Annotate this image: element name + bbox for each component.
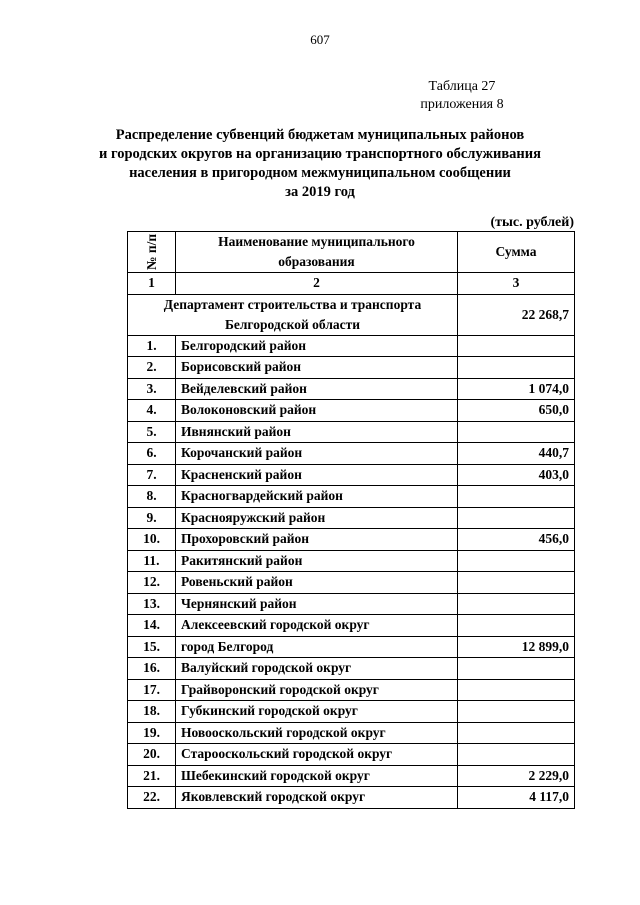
table-row <box>128 378 575 400</box>
department-name <box>128 294 458 335</box>
header-num-label: № п/п <box>143 233 159 271</box>
document-title <box>80 126 560 202</box>
row-name: Новооскольский городской округ <box>176 722 458 744</box>
row-number: 21. <box>128 765 176 787</box>
row-name: город Белгород <box>176 636 458 658</box>
column-number-row <box>128 273 575 295</box>
units-label: (тыс. рублей) <box>490 215 574 230</box>
row-number: 14. <box>128 615 176 637</box>
row-sum <box>458 722 575 744</box>
table-row <box>128 443 575 465</box>
header-name-line2: образования <box>278 254 355 269</box>
row-number: 18. <box>128 701 176 723</box>
department-name-line2: Белгородской области <box>224 316 361 332</box>
table-row <box>128 529 575 551</box>
header-num <box>128 232 176 273</box>
table-row <box>128 701 575 723</box>
row-sum: 4 117,0 <box>458 787 575 809</box>
row-name: Красненский район <box>176 464 458 486</box>
table-row <box>128 550 575 572</box>
row-sum: 440,7 <box>458 443 575 465</box>
row-sum <box>458 615 575 637</box>
table-row <box>128 744 575 766</box>
row-sum <box>458 550 575 572</box>
table-reference-line2: приложения 8 <box>420 97 504 112</box>
row-number: 6. <box>128 443 176 465</box>
table-reference-line1: Таблица 27 <box>428 79 496 94</box>
table-row <box>128 400 575 422</box>
page-number: 607 <box>310 32 330 47</box>
table-row <box>128 658 575 680</box>
table-row <box>128 335 575 357</box>
row-number: 4. <box>128 400 176 422</box>
row-name: Чернянский район <box>176 593 458 615</box>
row-sum <box>458 507 575 529</box>
row-number: 8. <box>128 486 176 508</box>
row-name: Борисовский район <box>176 357 458 379</box>
row-number: 12. <box>128 572 176 594</box>
table-row <box>128 765 575 787</box>
row-number: 19. <box>128 722 176 744</box>
table-row <box>128 679 575 701</box>
table-row <box>128 357 575 379</box>
row-number: 3. <box>128 378 176 400</box>
row-sum <box>458 421 575 443</box>
row-number: 16. <box>128 658 176 680</box>
row-name: Прохоровский район <box>176 529 458 551</box>
header-sum: Сумма <box>458 232 575 273</box>
header-name <box>176 232 458 273</box>
department-row <box>128 294 575 335</box>
row-number: 20. <box>128 744 176 766</box>
row-name: Ракитянский район <box>176 550 458 572</box>
row-sum <box>458 701 575 723</box>
department-name-line1: Департамент строительства и транспорта <box>163 296 422 312</box>
row-number: 15. <box>128 636 176 658</box>
header-name-line1: Наименование муниципального <box>218 234 415 249</box>
table-row <box>128 507 575 529</box>
row-name: Валуйский городской округ <box>176 658 458 680</box>
table-row <box>128 787 575 809</box>
row-number: 11. <box>128 550 176 572</box>
row-number: 22. <box>128 787 176 809</box>
row-name: Старооскольский городской округ <box>176 744 458 766</box>
row-name: Корочанский район <box>176 443 458 465</box>
title-line4: за 2019 год <box>285 184 355 200</box>
row-sum <box>458 357 575 379</box>
row-name: Грайворонский городской округ <box>176 679 458 701</box>
row-sum <box>458 744 575 766</box>
table-header-row <box>128 232 575 273</box>
table-row <box>128 593 575 615</box>
table-row <box>128 421 575 443</box>
row-name: Ровеньский район <box>176 572 458 594</box>
row-name: Вейделевский район <box>176 378 458 400</box>
department-sum: 22 268,7 <box>458 294 575 335</box>
row-sum: 12 899,0 <box>458 636 575 658</box>
row-sum <box>458 486 575 508</box>
row-name: Белгородский район <box>176 335 458 357</box>
row-sum <box>458 572 575 594</box>
title-line1: Распределение субвенций бюджетам муниципальных районов <box>115 127 525 143</box>
row-name: Алексеевский городской округ <box>176 615 458 637</box>
row-name: Губкинский городской округ <box>176 701 458 723</box>
row-name: Шебекинский городской округ <box>176 765 458 787</box>
row-sum: 1 074,0 <box>458 378 575 400</box>
row-name: Волоконовский район <box>176 400 458 422</box>
row-sum: 403,0 <box>458 464 575 486</box>
row-number: 17. <box>128 679 176 701</box>
row-number: 5. <box>128 421 176 443</box>
row-name: Краснояружский район <box>176 507 458 529</box>
row-sum: 456,0 <box>458 529 575 551</box>
subvention-table <box>127 231 575 809</box>
row-sum <box>458 593 575 615</box>
row-number: 1. <box>128 335 176 357</box>
row-number: 2. <box>128 357 176 379</box>
row-sum: 650,0 <box>458 400 575 422</box>
row-sum <box>458 335 575 357</box>
row-number: 7. <box>128 464 176 486</box>
table-row <box>128 636 575 658</box>
table-reference <box>402 78 522 114</box>
title-line2: и городских округов на организацию транспортного обслуживания <box>99 146 541 162</box>
row-sum <box>458 679 575 701</box>
column-number-2: 2 <box>176 273 458 295</box>
row-number: 9. <box>128 507 176 529</box>
table-row <box>128 464 575 486</box>
table-row <box>128 486 575 508</box>
row-number: 13. <box>128 593 176 615</box>
row-name: Яковлевский городской округ <box>176 787 458 809</box>
table-row <box>128 615 575 637</box>
table-row <box>128 572 575 594</box>
table-row <box>128 722 575 744</box>
row-sum: 2 229,0 <box>458 765 575 787</box>
row-name: Красногвардейский район <box>176 486 458 508</box>
title-line3: населения в пригородном межмуниципальном сообщении <box>129 165 511 181</box>
column-number-3: 3 <box>458 273 575 295</box>
row-number: 10. <box>128 529 176 551</box>
row-sum <box>458 658 575 680</box>
row-name: Ивнянский район <box>176 421 458 443</box>
column-number-1: 1 <box>128 273 176 295</box>
